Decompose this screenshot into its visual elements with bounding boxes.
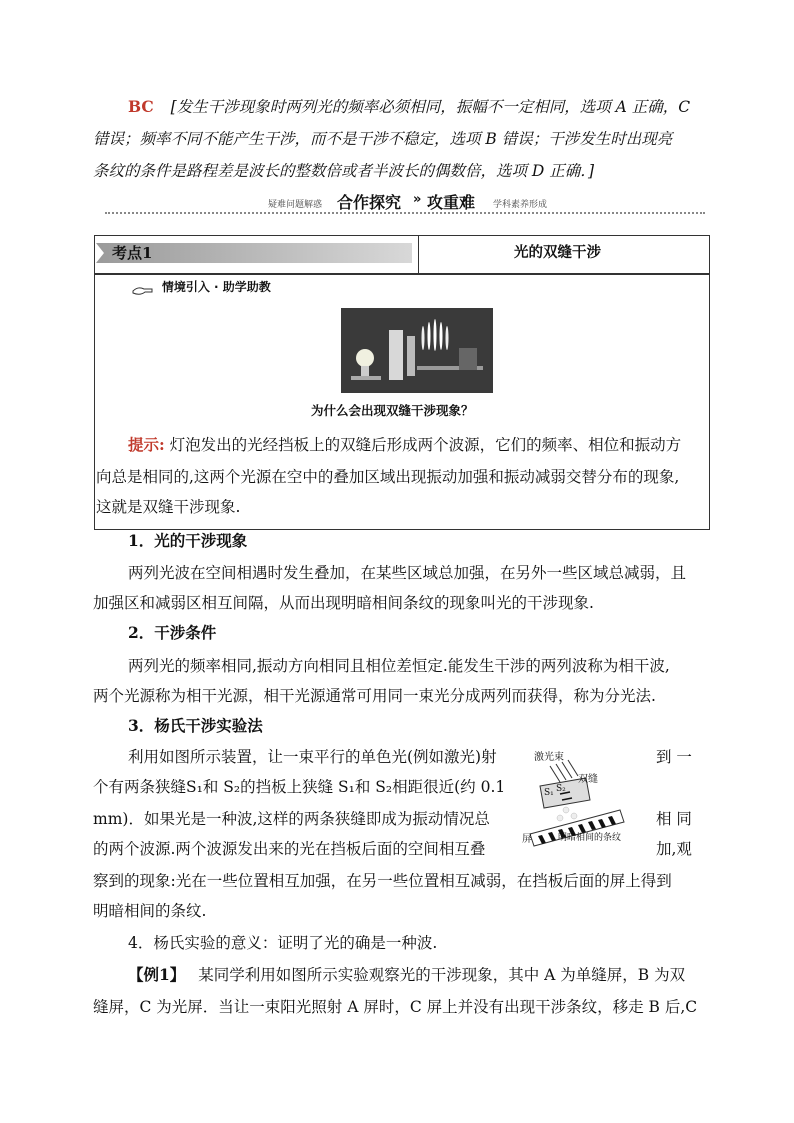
diagram-slit-label: 双缝 [578,774,598,785]
section-4-line: 4．杨氏实验的意义：证明了光的确是一种波. [128,934,438,952]
topic-title: 光的双缝干涉 [514,244,601,261]
diagram-s1-label: S₁ [544,788,554,798]
section-3-line-6: 明暗相间的条纹. [93,902,207,920]
section-3-line-3b: 相 同 [656,810,692,828]
hint-line-1 [128,434,681,456]
diagram-fringes-label: 明暗相间的条纹 [558,833,622,843]
banner-arrow-icon: » [413,192,422,207]
section-3-line-3a: mm)．如果光是一种波,这样的两条狭缝即成为振动情况总 [93,810,490,828]
answer-text-1: [发生干涉现象时两列光的频率必须相同，振幅不一定相同，选项 A 正确，C [170,98,691,116]
section-2-title: 2．干涉条件 [128,623,217,642]
section-3-line-5: 察到的现象:光在一些位置相互加强，在另一些位置相互减弱，在挡板后面的屏上得到 [93,872,672,890]
answer-letters: BC [128,97,154,116]
ribbon-notch-icon [96,243,104,263]
section-3-line-1a: 利用如图所示装置，让一束平行的单色光(例如激光)射 [128,748,497,766]
section-2-line-1: 两列光的频率相同,振动方向相同且相位差恒定.能发生干涉的两列波称为相干波, [128,657,670,675]
section-1-line-2: 加强区和减弱区相互间隔，从而出现明暗相间条纹的现象叫光的干涉现象. [93,594,594,612]
banner-title-1: 合作探究 [337,193,402,212]
banner-left-text: 疑难问题解惑 [268,200,323,210]
section-banner [105,190,705,212]
hand-pointer-icon [132,282,154,294]
hint-label: 提示: [128,435,165,454]
young-experiment-diagram [520,752,638,848]
banner-title-2: 攻重难 [427,193,476,212]
banner-right-text: 学科素养形成 [493,200,548,210]
topic-divider [418,235,419,273]
section-3-line-2: 个有两条狭缝S₁和 S₂的挡板上狭缝 S₁和 S₂相距很近(约 0.1 [93,778,506,796]
banner-divider [105,212,705,214]
example-label: 【例1】 [128,965,186,984]
hint-line-3: 这就是双缝干涉现象. [96,498,241,516]
intro-heading: 情境引入 · 助学助教 [161,280,271,294]
topic-label: 考点1 [112,244,153,262]
hint-text-1: 灯泡发出的光经挡板上的双缝后形成两个波源，它们的频率、相位和振动方 [169,436,682,454]
section-3-line-4b: 加,观 [656,840,692,858]
section-3-line-4a: 的两个波源.两个波源发出来的光在挡板后面的空间相互叠 [93,840,486,858]
section-3-title: 3．杨氏干涉实验法 [128,716,263,735]
section-2-line-2: 两个光源称为相干光源，相干光源通常可用同一束光分成两列而获得，称为分光法. [93,687,656,705]
answer-line-3: 条纹的条件是路程差是波长的整数倍或者半波长的偶数倍，选项 D 正确．] [93,162,595,180]
diagram-laser-label: 激光束 [534,752,564,763]
answer-line-1 [128,96,690,118]
diagram-screen-label: 屏 [522,834,532,845]
section-3-line-1b: 到 一 [656,748,692,766]
example-line-2: 缝屏，C 为光屏．当让一束阳光照射 A 屏时，C 屏上并没有出现干涉条纹，移走 B 后,C [93,998,698,1016]
section-1-line-1: 两列光波在空间相遇时发生叠加，在某些区域总加强，在另外一些区域总减弱，且 [128,564,687,582]
intro-heading-row [132,276,271,298]
hint-line-2: 向总是相同的,这两个光源在空中的叠加区域出现振动加强和振动减弱交替分布的现象, [96,468,680,486]
example-text-1: 某同学利用如图所示实验观察光的干涉现象，其中 A 为单缝屏，B 为双 [198,966,686,984]
example-line-1 [128,964,685,986]
experiment-photo [341,308,493,393]
answer-line-2: 错误；频率不同不能产生干涉，而不是干涉不稳定，选项 B 错误；干涉发生时出现亮 [93,130,673,148]
intro-question: 为什么会出现双缝干涉现象？ [311,403,474,418]
diagram-s2-label: S₂ [556,784,566,794]
section-1-title: 1．光的干涉现象 [128,531,248,550]
